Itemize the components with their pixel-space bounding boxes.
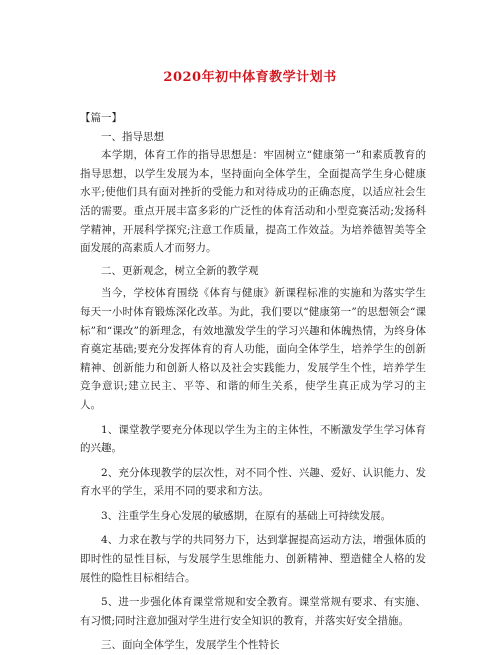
paragraph-new-concept: 当今，学校体育围绕《体育与健康》新课程标准的实施和为落实学生每天一小时体育锻炼深化改革。为此，我们要以“健康第一”的思想领会“课标”和“课改”的新理念，有效地激发学生的学习兴趣和体魄热情，为终身体育奠定基础;要充分发挥体育的育人功能，面向全体学生，培养学生的创新精神、创新能力和创新人格以及社会实践能力，发展学生个性，培养学生竞争意识;建立民主、平等、和谐的师生关系，使学生真正成为学习的主人。 [80, 287, 426, 411]
paragraph-guiding-thought: 本学期，体育工作的指导思想是：牢固树立“健康第一”和素质教育的指导思想，以学生发展为本，坚持面向全体学生，全面提高学生身心健康水平;使他们具有面对挫折的受能力和对待成功的正确态度，以适应社会生活的需要。重点开展丰富多彩的广泛性的体育活动和小型竞赛活动;发扬科学精神，开展科学探究;注意工作质量，提高工作效益。为培养德智美等全面发展的高素质人才而努力。 [80, 149, 426, 255]
section-heading-3: 三、面向全体学生，发展学生个性特长 [101, 639, 280, 652]
section-heading-2: 二、更新观念，树立全新的教学观 [101, 264, 259, 277]
list-item-2: 2、充分体现教学的层次性，对不同个性、兴趣、爱好、认识能力、发育水平的学生，采用不同的要求和方法。 [80, 466, 426, 498]
document-title: 2020年初中体育教学计划书 [163, 70, 337, 85]
section-marker: 【篇一】 [80, 112, 122, 124]
document-body [80, 109, 426, 655]
list-item-3: 3、注重学生身心发展的敏感期，在原有的基础上可持续发展。 [101, 509, 392, 522]
list-item-1: 1、课堂教学要充分体现以学生为主的主体性，不断激发学生学习体育的兴趣。 [80, 423, 426, 455]
list-item-5: 5、进一步强化体育课堂常规和安全教育。课堂常规有要求、有实施、有习惯;同时注意加强对学生进行安全知识的教育，并落实好安全措施。 [80, 596, 426, 627]
list-item-4: 4、力求在教与学的共同努力下，达到掌握提高运动方法，增强体质的即时性的显性目标，与发展学生思维能力、创新精神、塑造健全人格的发展性的隐性目标相结合。 [80, 534, 426, 584]
section-heading-1: 一、指导思想 [101, 130, 164, 143]
